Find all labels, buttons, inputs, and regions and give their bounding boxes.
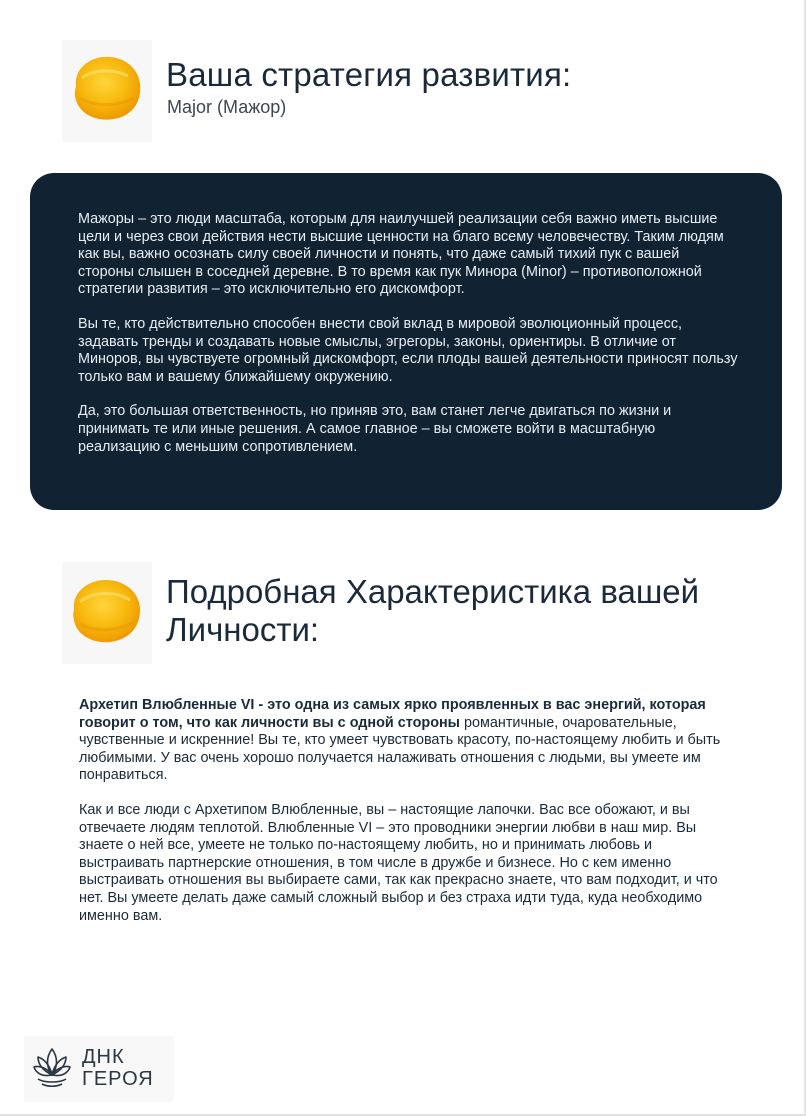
strategy-subtitle: Major (Мажор) xyxy=(167,97,287,117)
strategy-paragraph: Да, это большая ответственность, но приняв это, вам станет легче двигаться по жизни и принимать те или иные решения. А самое главное – вы сможете войти в масштабную реализацию с меньшим сопротивлением. xyxy=(78,403,672,455)
sun-icon-box xyxy=(62,562,152,664)
personality-paragraph: Как и все люди с Архетипом Влюбленные, вы – настоящие лапочки. Вас все обожают, и вы отвечаете людям теплотой. Влюбленные VI – это проводники энергии любви в наш мир. Вы знаете о ней все, умеете не только по-настоящему любить, но и принимать любовь и выстраивать партнерские отношения, в том числе в дружбе и бизнесе. Но с кем именно выстраивать отношения вы выбираете сами, так как прекрасно знаете, что вам подходит, и что нет. Вы умеете делать даже самый сложный выбор и без страха идти туда, куда необходимо именно вам. xyxy=(79,801,718,924)
strategy-paragraph: Вы те, кто действительно способен внести свой вклад в мировой эволюционный процесс, задавать тренды и создавать новые смыслы, эгрегоры, законы, ориентиры. В отличие от Миноров, вы чувствуете огромный дискомфорт, если плоды вашей деятельности приносят пользу только вам и вашему ближайшему окружению. xyxy=(78,315,738,385)
sun-icon xyxy=(62,40,152,142)
strategy-title: Ваша стратегия развития: xyxy=(166,56,572,93)
personality-lead-rest: романтичные, очаровательные, чувственные и искренние! Вы те, кто умеет чувствовать красоту, по-настоящему любить и быть любимыми. У вас очень хорошо получается налаживать отношения с людьми, вы умеете им понравиться. xyxy=(79,714,721,784)
personality-text xyxy=(79,697,739,942)
brand-name xyxy=(82,1046,154,1090)
brand-logo xyxy=(24,1036,174,1102)
sun-icon xyxy=(62,562,152,664)
personality-paragraph xyxy=(79,697,739,785)
strategy-card xyxy=(30,173,782,510)
personality-lead-bold: Архетип Влюбленные VI - это одна из самых ярко проявленных в вас энергий, которая говорит о том, что как личности вы с одной стороны xyxy=(79,697,706,731)
lotus-icon xyxy=(32,1045,72,1089)
brand-name-line1: ДНК xyxy=(82,1046,125,1068)
personality-title: Подробная Характеристика вашей Личности: xyxy=(166,573,700,648)
brand-name-line2: ГЕРОЯ xyxy=(82,1068,154,1090)
strategy-paragraph: Мажоры – это люди масштаба, которым для наилучшей реализации себя важно иметь высшие цели и через свои действия нести высшие ценности на благо всему человечеству. Таким людям как вы, важно осознать силу своей личности и понять, что даже самый тихий пук с вашей стороны слышен в соседней деревне. В то время как пук Минора (Minor) – противоположной стратегии развития – это исключительно его дискомфорт. xyxy=(78,211,724,298)
sun-icon-box xyxy=(62,40,152,142)
strategy-card-text xyxy=(78,211,738,473)
